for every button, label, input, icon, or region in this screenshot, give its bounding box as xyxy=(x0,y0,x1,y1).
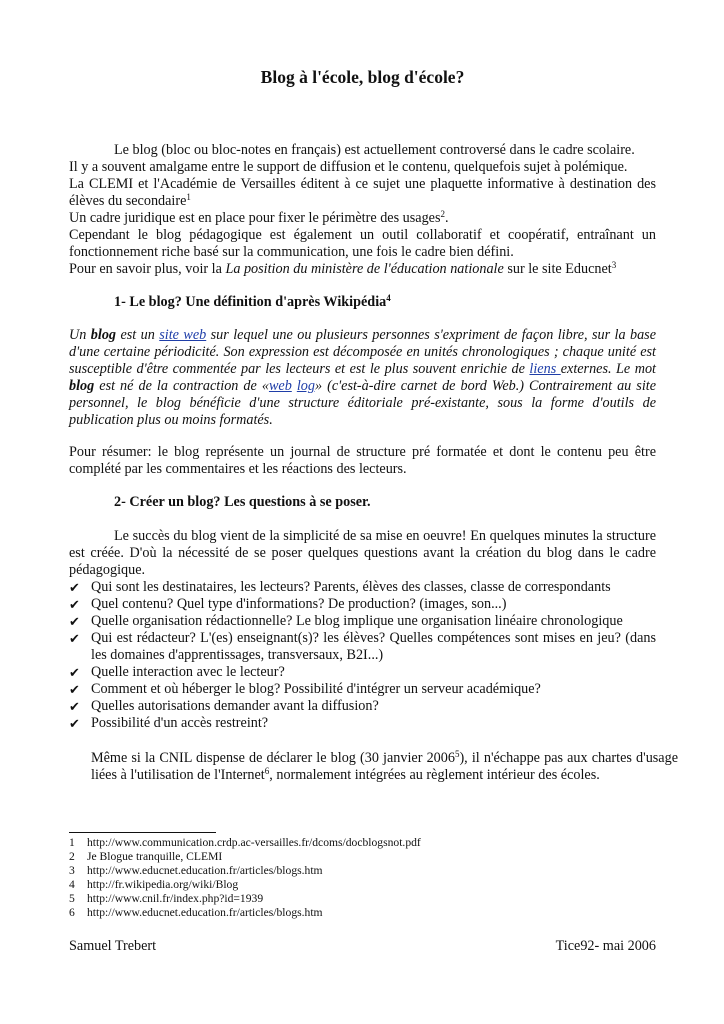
cnil-note-b: ), il n'échappe pas aux chartes d'usage liées à l'utilisation de l'Internet xyxy=(91,750,678,783)
quote-term-blog: blog xyxy=(90,327,117,343)
questions-checklist xyxy=(69,579,656,732)
footnote-number: 4 xyxy=(69,878,75,891)
quote-part-4: externes. Le mot xyxy=(560,361,656,377)
footnote-2 xyxy=(69,850,421,864)
footer-date: Tice92- mai 2006 xyxy=(555,938,656,954)
intro-line-3 xyxy=(69,176,656,210)
site-web-link[interactable]: site web xyxy=(159,327,207,343)
intro-line-6 xyxy=(69,261,656,278)
checklist-item xyxy=(69,698,656,715)
footnote-number: 2 xyxy=(69,850,75,863)
footnote-6 xyxy=(69,906,421,920)
checkmark-icon: ✔ xyxy=(69,614,80,629)
footnote-5 xyxy=(69,892,421,906)
checkmark-icon: ✔ xyxy=(69,631,80,646)
footnote-ref-3[interactable]: 3 xyxy=(611,260,617,270)
cnil-note-a: Même si la CNIL dispense de déclarer le blog (30 janvier 2006 xyxy=(91,750,455,766)
intro-line-4-text: Un cadre juridique est en place pour fixer le périmètre des usages xyxy=(69,210,441,226)
checkmark-icon: ✔ xyxy=(69,682,80,697)
cnil-note xyxy=(69,750,678,784)
footnote-text[interactable]: http://www.cnil.fr/index.php?id=1939 xyxy=(87,892,264,905)
footnote-number: 6 xyxy=(69,906,75,919)
footnote-number: 3 xyxy=(69,864,75,877)
log-link[interactable]: log xyxy=(296,378,315,394)
footnote-3 xyxy=(69,864,421,878)
checkmark-icon: ✔ xyxy=(69,580,80,595)
checklist-item xyxy=(69,715,656,732)
checkmark-icon: ✔ xyxy=(69,597,80,612)
intro-line-6-a: Pour en savoir plus, voir la xyxy=(69,261,226,277)
footnote-ref-5[interactable]: 5 xyxy=(454,749,460,759)
intro-line-4 xyxy=(69,210,656,227)
intro-line-6-b: sur le site Educnet xyxy=(503,261,612,277)
cnil-note-c: , normalement intégrées au règlement intérieur des écoles. xyxy=(269,767,600,783)
checklist-item xyxy=(69,596,656,613)
quote-part-3: sur lequel une ou plusieurs personnes s'expriment de façon libre, sur la base d'une certaine périodicité. Son expression est décomposée en unités chronologiques ; chaque unité est susceptible d'être commentée par les lecteurs et est le plus souvent enrichie de xyxy=(69,327,656,377)
checklist-item-text: Quelle organisation rédactionnelle? Le blog implique une organisation linéaire chronologique xyxy=(91,613,623,629)
footnote-text[interactable]: http://fr.wikipedia.org/wiki/Blog xyxy=(87,878,239,891)
page-footer xyxy=(69,938,656,955)
checkmark-icon: ✔ xyxy=(69,716,80,731)
checkmark-icon: ✔ xyxy=(69,665,80,680)
checklist-item-text: Quelle interaction avec le lecteur? xyxy=(91,664,285,680)
intro-line-3-text: La CLEMI et l'Académie de Versailles éditent à ce sujet une plaquette informative à destination des élèves du secondaire xyxy=(69,176,656,209)
footnote-ref-4[interactable]: 4 xyxy=(386,293,391,303)
checklist-item xyxy=(69,664,656,681)
footnote-divider xyxy=(69,832,216,833)
quote-part-1: Un xyxy=(69,327,91,343)
footnote-4 xyxy=(69,878,421,892)
section-2-intro: Le succès du blog vient de la simplicité de sa mise en oeuvre! En quelques minutes la structure est créée. D'où la nécessité de se poser quelques questions avant la création du blog dans le cadre pédagogique. xyxy=(69,528,656,578)
checklist-item-text: Qui sont les destinataires, les lecteurs? Parents, élèves des classes, classe de correspondants xyxy=(91,579,611,595)
checklist-item xyxy=(69,681,656,698)
intro-paragraph xyxy=(69,142,656,278)
quote-part-7: » (c'est-à-dire carnet de bord Web.) Contrairement au site personnel, le blog bénéficie d'une structure éditoriale pré-existante, sous la forme d'outils de publication plus ou moins formatés. xyxy=(69,378,656,428)
checklist-item-text: Qui est rédacteur? L'(es) enseignant(s)? les élèves? Quelles compétences sont mises en jeu? (dans les domaines d'apprentissages, transversaux, B2I...) xyxy=(91,630,656,663)
quote-part-5: est né de la contraction de « xyxy=(94,378,269,394)
quote-term-blog-2: blog xyxy=(69,378,95,394)
checklist-item xyxy=(69,579,656,596)
liens-link[interactable]: liens xyxy=(529,361,561,377)
footnote-text[interactable]: http://www.educnet.education.fr/articles/blogs.htm xyxy=(87,864,323,877)
section-1-heading xyxy=(114,294,391,311)
checklist-item-text: Quel contenu? Quel type d'informations? De production? (images, son...) xyxy=(91,596,507,612)
section-1-heading-text: 1- Le blog? Une définition d'après Wikipédia xyxy=(114,294,387,310)
footnote-text[interactable]: http://www.educnet.education.fr/articles/blogs.htm xyxy=(87,906,323,919)
intro-line-4-end: . xyxy=(444,210,449,226)
document-title: Blog à l'école, blog d'école? xyxy=(260,67,465,87)
section-2-heading: 2- Créer un blog? Les questions à se poser. xyxy=(114,494,371,510)
quote-part-2: est un xyxy=(116,327,160,343)
checklist-item-text: Comment et où héberger le blog? Possibilité d'intégrer un serveur académique? xyxy=(91,681,541,697)
footnote-number: 5 xyxy=(69,892,75,905)
footnote-1 xyxy=(69,836,421,850)
intro-line-1: Le blog (bloc ou bloc-notes en français) est actuellement controversé dans le cadre scolaire. xyxy=(114,142,635,158)
intro-line-2: Il y a souvent amalgame entre le support de diffusion et le contenu, quelquefois sujet à polémique. xyxy=(69,159,628,175)
footnotes-list xyxy=(69,836,421,920)
checkmark-icon: ✔ xyxy=(69,699,80,714)
wikipedia-quote xyxy=(69,327,656,429)
ministry-position-title: La position du ministère de l'éducation nationale xyxy=(225,261,504,277)
intro-line-5: Cependant le blog pédagogique est également un outil collaboratif et coopératif, entraînant un fonctionnement riche basé sur la communication, une fois le cadre bien défini. xyxy=(69,227,656,260)
footnote-number: 1 xyxy=(69,836,75,849)
web-link[interactable]: web xyxy=(268,378,292,394)
footer-author: Samuel Trebert xyxy=(69,938,157,954)
footnote-ref-1[interactable]: 1 xyxy=(186,192,191,202)
summary-paragraph: Pour résumer: le blog représente un journal de structure pré formatée et dont le contenu peu être complété par les commentaires et les réactions des lecteurs. xyxy=(69,444,656,477)
checklist-item xyxy=(69,630,656,664)
footnote-ref-6[interactable]: 6 xyxy=(264,766,270,776)
checklist-item-text: Possibilité d'un accès restreint? xyxy=(91,715,269,731)
checklist-item xyxy=(69,613,656,630)
footnote-ref-2[interactable]: 2 xyxy=(440,209,445,219)
footnote-text[interactable]: http://www.communication.crdp.ac-versailles.fr/dcoms/docblogsnot.pdf xyxy=(87,836,421,849)
checklist-item-text: Quelles autorisations demander avant la diffusion? xyxy=(91,698,379,714)
footnote-text: Je Blogue tranquille, CLEMI xyxy=(87,850,223,863)
